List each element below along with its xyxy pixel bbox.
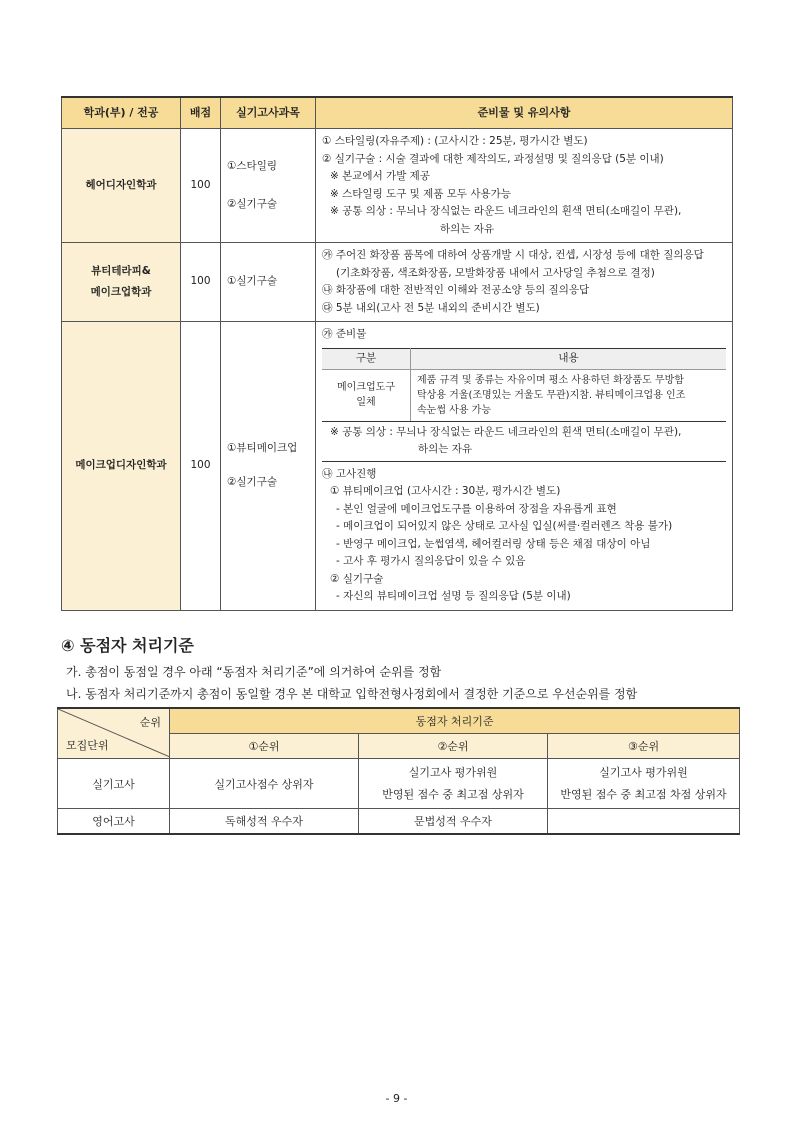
prep-content-line: 탁상용 거울(조명있는 거울도 무관)지참. 뷰티메이크업용 인조 — [417, 389, 686, 401]
prep-col1-header: 구분 — [322, 348, 411, 369]
note-line: ① 스타일링(자유주제) : (고사시간 : 25분, 평가시간 별도) — [322, 135, 588, 147]
score-cell: 100 — [181, 322, 221, 611]
unit-cell: 영어고사 — [58, 809, 170, 835]
notes-cell — [316, 129, 733, 243]
process-section — [322, 461, 726, 606]
table-row — [62, 129, 733, 243]
table-row — [62, 322, 733, 611]
dept-makeup-design: 메이크업디자인학과 — [62, 322, 181, 611]
attire-line: 하의는 자유 — [418, 443, 473, 455]
header-score: 배점 — [181, 97, 221, 129]
tie-break-table — [57, 707, 740, 835]
table-row — [58, 809, 740, 835]
note-line: ※ 공통 의상 : 무늬나 장식없는 라운드 네크라인의 흰색 면티(소매길이 무관), — [330, 205, 682, 217]
notes-cell — [316, 243, 733, 322]
subject-item: ①뷰티메이크업 — [227, 442, 298, 455]
proc-line: - 자신의 뷰티메이크업 설명 등 질의응답 (5분 이내) — [336, 590, 571, 602]
proc-line: ② 실기구술 — [330, 572, 384, 585]
prep-item — [322, 369, 411, 421]
prep-content-line: 제품 규격 및 종류는 자유이며 평소 사용하던 화장품도 무방함 — [417, 374, 684, 386]
rank2-line: 반영된 점수 중 최고점 상위자 — [382, 787, 524, 801]
prep-title: ㉮ 준비물 — [322, 328, 367, 340]
practical-exam-table — [61, 96, 733, 611]
rank3-cell — [548, 759, 740, 809]
prep-table — [322, 348, 726, 422]
proc-line: - 본인 얼굴에 메이크업도구를 이용하여 장점을 자유롭게 표현 — [336, 502, 617, 515]
dept-line: 메이크업학과 — [90, 286, 152, 298]
subject-item: ②실기구술 — [227, 197, 277, 210]
rank1-cell: 독해성적 우수자 — [170, 809, 359, 835]
proc-line: ① 뷰티메이크업 (고사시간 : 30분, 평가시간 별도) — [330, 485, 561, 497]
subject-item: ②실기구술 — [227, 475, 277, 488]
section-title: ④ 동점자 처리기준 — [61, 636, 194, 655]
notes-cell — [316, 322, 733, 611]
unit-cell: 실기고사 — [58, 759, 170, 809]
subject-item: ①스타일링 — [227, 160, 277, 172]
score-cell: 100 — [181, 129, 221, 243]
score-cell: 100 — [181, 243, 221, 322]
note-line: ② 실기구술 : 시술 결과에 대한 제작의도, 과정설명 및 질의응답 (5분 이내) — [322, 152, 664, 165]
corner-bottom-label: 모집단위 — [66, 739, 109, 752]
rank3-cell — [548, 809, 740, 835]
table-row — [58, 759, 740, 809]
table-header-row — [62, 97, 733, 129]
dept-line: 뷰티테라피& — [91, 264, 151, 277]
rank2-cell — [359, 759, 548, 809]
header-dept: 학과(부) / 전공 — [62, 97, 181, 129]
note-line: ※ 본교에서 가발 제공 — [330, 170, 430, 182]
dept-beauty-therapy — [62, 243, 181, 322]
header-notes: 준비물 및 유의사항 — [316, 97, 733, 129]
subject-cell — [221, 129, 316, 243]
corner-cell — [58, 708, 170, 759]
table-row — [62, 243, 733, 322]
note-line: (기초화장품, 색조화장품, 모발화장품 내에서 고사당일 추첨으로 결정) — [336, 266, 655, 279]
note-line: ㉮ 주어진 화장품 품목에 대하여 상품개발 시 대상, 컨셉, 시장성 등에 대한 질의응답 — [322, 249, 704, 261]
subject-cell: ①실기구술 — [221, 243, 316, 322]
proc-line: - 고사 후 평가시 질의응답이 있을 수 있음 — [336, 555, 526, 567]
criteria-header: 동점자 처리기준 — [170, 708, 740, 734]
paragraph: 가. 총점이 동점일 경우 아래 “동점자 처리기준”에 의거하여 순위를 정함 — [66, 665, 442, 679]
proc-title: ㉯ 고사진행 — [322, 467, 377, 480]
proc-line: - 반영구 메이크업, 눈썹염색, 헤어컬러링 상태 등은 채점 대상이 아님 — [336, 537, 651, 550]
prep-col2-header: 내용 — [411, 348, 727, 369]
subject-cell — [221, 322, 316, 611]
attire-line: ※ 공통 의상 : 무늬나 장식없는 라운드 네크라인의 흰색 면티(소매길이 무관), — [330, 425, 682, 438]
table-header-row — [58, 708, 740, 734]
rank-header: ②순위 — [359, 734, 548, 759]
prep-item-line: 일체 — [356, 397, 376, 408]
note-line: ㉯ 화장품에 대한 전반적인 이해와 전공소양 등의 질의응답 — [322, 284, 590, 296]
proc-line: - 메이크업이 되어있지 않은 상태로 고사실 입실(써클·컬러렌즈 착용 불가) — [336, 520, 673, 532]
header-subject: 실기고사과목 — [221, 97, 316, 129]
dept-hair: 헤어디자인학과 — [62, 129, 181, 243]
paragraph: 나. 동점자 처리기준까지 총점이 동일할 경우 본 대학교 입학전형사정회에서 결정한 기준으로 우선순위를 정함 — [66, 687, 638, 701]
rank-header: ③순위 — [548, 734, 740, 759]
rank3-line: 반영된 점수 중 최고점 차점 상위자 — [560, 787, 727, 801]
prep-content-line: 속눈썹 사용 가능 — [417, 404, 491, 416]
prep-content — [411, 369, 727, 421]
rank2-cell: 문법성적 우수자 — [359, 809, 548, 835]
rank1-cell: 실기고사점수 상위자 — [170, 759, 359, 809]
page-number: - 9 - — [385, 1092, 408, 1105]
note-line: ※ 스타일링 도구 및 제품 모두 사용가능 — [330, 187, 511, 200]
rank3-line: 실기고사 평가위원 — [599, 765, 688, 779]
corner-top-label: 순위 — [139, 716, 161, 729]
note-line: ㉰ 5분 내외(고사 전 5분 내외의 준비시간 별도) — [322, 301, 540, 314]
note-line: 하의는 자유 — [440, 222, 495, 235]
rank-header: ①순위 — [170, 734, 359, 759]
prep-item-line: 메이크업도구 — [337, 382, 395, 393]
rank2-line: 실기고사 평가위원 — [408, 765, 498, 779]
